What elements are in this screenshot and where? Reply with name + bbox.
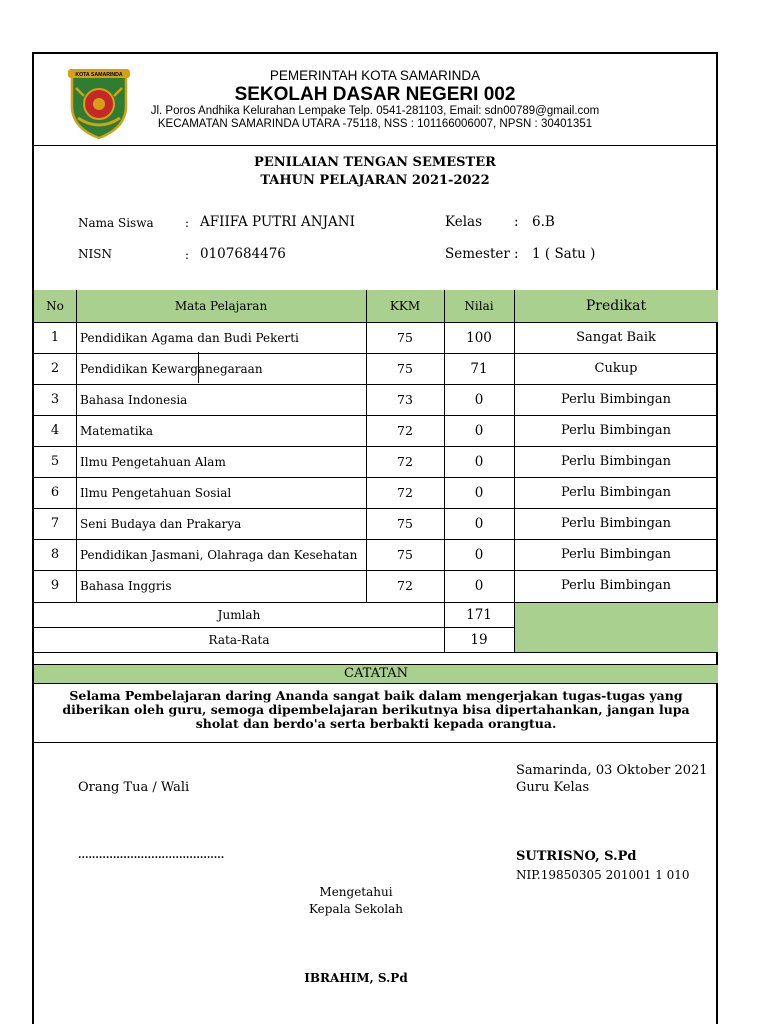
row-kkm: 72: [397, 454, 413, 469]
row-predicate: Perlu Bimbingan: [560, 423, 672, 438]
report-year: TAHUN PELAJARAN 2021-2022: [260, 173, 490, 188]
row-predicate: Perlu Bimbingan: [560, 392, 672, 407]
parent-signature-line: ..........................................: [78, 850, 225, 861]
row-score: 0: [474, 515, 484, 532]
government-name: PEMERINTAH KOTA SAMARINDA: [269, 68, 481, 83]
row-kkm: 75: [397, 516, 413, 531]
row-score: 0: [474, 577, 484, 594]
notes-divider: [34, 742, 718, 743]
summary-green-block: [515, 602, 718, 652]
class-label: Kelas: [445, 214, 483, 230]
row-kkm: 72: [397, 485, 413, 500]
row-score: 100: [466, 329, 492, 346]
report-sheet: [32, 52, 718, 1024]
row-no: 6: [50, 485, 60, 500]
colon: :: [514, 246, 519, 262]
nisn-label: NISN: [78, 247, 112, 261]
class-value: 6.B: [532, 214, 555, 230]
place-date: Samarinda, 03 Oktober 2021: [516, 763, 708, 778]
row-score: 0: [474, 546, 484, 563]
row-predicate: Perlu Bimbingan: [560, 454, 672, 469]
row-kkm: 72: [397, 423, 413, 438]
colon: :: [185, 248, 190, 262]
header-kkm: KKM: [389, 299, 421, 313]
header-score: Nilai: [464, 299, 494, 313]
row-score: 0: [474, 484, 484, 501]
total-value: 171: [466, 606, 492, 623]
row-subject: Pendidikan Kewarganegaraan: [80, 361, 263, 376]
row-kkm: 75: [397, 547, 413, 562]
average-value: 19: [470, 631, 488, 648]
colon: :: [185, 216, 190, 230]
student-name-value: AFIIFA PUTRI ANJANI: [200, 214, 355, 230]
row-predicate: Perlu Bimbingan: [560, 485, 672, 500]
header-divider: [34, 145, 718, 146]
row-no: 5: [50, 454, 60, 469]
acknowledged-label: Mengetahui: [319, 885, 393, 899]
row-predicate: Cukup: [594, 361, 638, 376]
row-subject: Pendidikan Agama dan Budi Pekerti: [80, 330, 299, 345]
row-subject: Ilmu Pengetahuan Sosial: [80, 485, 232, 500]
row-score: 0: [474, 422, 484, 439]
principal-role: Kepala Sekolah: [309, 902, 403, 916]
row-subject: Pendidikan Jasmani, Olahraga dan Kesehatan: [80, 547, 358, 562]
row-subject: Matematika: [80, 423, 153, 438]
semester-value: 1 ( Satu ): [532, 246, 596, 262]
total-label: Jumlah: [217, 607, 261, 622]
row-kkm: 73: [397, 392, 413, 407]
student-name-label: Nama Siswa: [78, 216, 154, 230]
row-no: 4: [50, 423, 60, 438]
row-predicate: Sangat Baik: [576, 330, 656, 345]
row-score: 71: [470, 360, 488, 377]
logo-banner-text: KOTA SAMARINDA: [75, 72, 123, 78]
row-predicate: Perlu Bimbingan: [560, 578, 672, 593]
row-no: 9: [50, 578, 60, 593]
cell-stray-line: [198, 352, 199, 383]
row-no: 7: [50, 516, 60, 531]
row-score: 0: [474, 391, 484, 408]
average-label: Rata-Rata: [208, 632, 270, 647]
row-score: 0: [474, 453, 484, 470]
teacher-role: Guru Kelas: [516, 780, 590, 795]
teacher-name: SUTRISNO, S.Pd: [516, 849, 637, 864]
row-subject: Seni Budaya dan Prakarya: [80, 516, 242, 531]
row-subject: Bahasa Indonesia: [80, 392, 188, 407]
row-predicate: Perlu Bimbingan: [560, 516, 672, 531]
row-subject: Ilmu Pengetahuan Alam: [80, 454, 226, 469]
teacher-nip: NIP.19850305 201001 1 010: [516, 868, 690, 882]
row-predicate: Perlu Bimbingan: [560, 547, 672, 562]
principal-name: IBRAHIM, S.Pd: [304, 971, 408, 985]
school-name: SEKOLAH DASAR NEGERI 002: [234, 84, 516, 105]
row-no: 8: [50, 547, 60, 562]
report-title: PENILAIAN TENGAN SEMESTER: [254, 155, 496, 170]
row-subject: Bahasa Inggris: [80, 578, 172, 593]
colon: :: [514, 214, 519, 230]
semester-label: Semester: [445, 246, 510, 262]
row-no: 3: [50, 392, 60, 407]
header-no: No: [46, 299, 64, 313]
row-kkm: 75: [397, 361, 413, 376]
header-predicate: Predikat: [585, 298, 647, 314]
notes-title: CATATAN: [34, 664, 718, 684]
grades-table: [34, 290, 718, 652]
row-no: 1: [50, 330, 60, 345]
row-kkm: 75: [397, 330, 413, 345]
nisn-value: 0107684476: [200, 246, 286, 262]
notes-text: Selama Pembelajaran daring Ananda sangat baik dalam mengerjakan tugas-tugas yang diberikan oleh guru, semoga dipembelajaran berikutnya bisa dipertahankan, jangan lupa sholat dan berdo'a serta berbakti kepada orangtua.: [62, 688, 690, 731]
header-subject: Mata Pelajaran: [174, 299, 268, 313]
school-address: Jl. Poros Andhika Kelurahan Lempake Telp. 0541-281103, Email: sdn00789@gmail.com: [150, 105, 600, 117]
row-no: 2: [50, 361, 60, 376]
parent-role: Orang Tua / Wali: [78, 780, 190, 795]
row-kkm: 72: [397, 578, 413, 593]
school-district: KECAMATAN SAMARINDA UTARA -75118, NSS : 101166006007, NPSN : 30401351: [157, 118, 593, 130]
